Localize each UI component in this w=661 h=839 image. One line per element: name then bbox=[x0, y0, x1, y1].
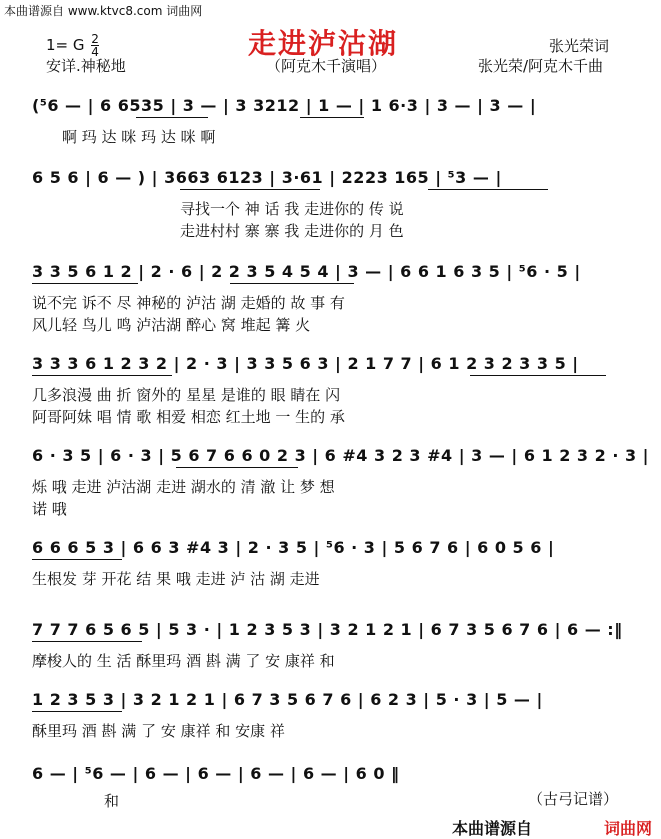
composer-credit: 张光荣/阿克木千曲 bbox=[478, 57, 604, 75]
system-7-notes: 7 7 7 6 5 6 5 | 5 3 · | 1 2 3 5 3 | 3 2 1 2 1 | 6 7 3 5 6 7 6 | 6 — :‖ bbox=[32, 620, 623, 639]
system-9-notes: 6 — | ⁵6 — | 6 — | 6 — | 6 — | 6 — | 6 0 ‖ bbox=[32, 764, 400, 783]
watermark-text: 本曲谱源自 www.ktvc8.com 词曲网 bbox=[4, 4, 203, 18]
time-signature-numerator: 2 bbox=[91, 32, 99, 46]
footer-source-text: 本曲谱源自 bbox=[452, 819, 533, 838]
system-6-notes: 6 6 6 5 3 | 6 6 3 #4 3 | 2 · 3 5 | ⁵6 · 3 | 5 6 7 6 | 6 0 5 6 | bbox=[32, 538, 555, 557]
song-title: 走进泸沽湖 bbox=[248, 27, 399, 60]
system-8-notes: 1 2 3 5 3 | 3 2 1 2 1 | 6 7 3 5 6 7 6 | 6 2 3 | 5 · 3 | 5 — | bbox=[32, 690, 543, 709]
system-5-lyrics-verse-2: 诺 哦 bbox=[32, 500, 67, 518]
beam-line bbox=[32, 283, 138, 284]
system-8-lyrics: 酥里玛 酒 斟 满 了 安 康祥 和 安康 祥 bbox=[32, 722, 285, 740]
beam-line bbox=[176, 467, 298, 468]
system-3-lyrics-verse-2: 风儿轻 鸟儿 鸣 泸沽湖 醉心 窝 堆起 篝 火 bbox=[32, 316, 311, 334]
system-1-lyrics: 啊 玛 达 咪 玛 达 咪 啊 bbox=[62, 128, 216, 146]
beam-line bbox=[180, 189, 320, 190]
system-4-lyrics-verse-2: 阿哥阿妹 唱 情 歌 相爱 相恋 红土地 一 生的 承 bbox=[32, 408, 345, 426]
key-label: 1= G bbox=[46, 36, 85, 54]
beam-line bbox=[32, 375, 172, 376]
system-1-notes: (⁵6 — | 6 6535 | 3 — | 3 3212 | 1 — | 1 6·3 | 3 — | 3 — | bbox=[32, 96, 537, 115]
beam-line bbox=[32, 641, 142, 642]
beam-line bbox=[32, 559, 122, 560]
beam-line bbox=[32, 711, 122, 712]
style-marking: 安详.神秘地 bbox=[46, 57, 126, 75]
beam-line bbox=[470, 375, 606, 376]
performer-credit: （阿克木千演唱） bbox=[266, 57, 387, 75]
transcriber-credit: （古弓记谱） bbox=[528, 790, 619, 808]
system-5-notes: 6 · 3 5 | 6 · 3 | 5 6 7 6 6 0 2 3 | 6 #4 3 2 3 #4 | 3 — | 6 1 2 3 2 · 3 | bbox=[32, 446, 650, 465]
beam-line bbox=[230, 283, 354, 284]
system-9-lyrics: 和 bbox=[104, 792, 120, 810]
time-signature-denominator: 4 bbox=[91, 45, 99, 59]
system-2-lyrics-verse-1: 寻找一个 神 话 我 走进你的 传 说 bbox=[180, 200, 404, 218]
system-2-notes: 6 5 6 | 6 — ) | 3663 6123 | 3·61 | 2223 165 | ⁵3 — | bbox=[32, 168, 502, 187]
beam-line bbox=[300, 117, 364, 118]
system-4-notes: 3 3 3 6 1 2 3 2 | 2 · 3 | 3 3 5 6 3 | 2 1 7 7 | 6 1 2 3 2 3 3 5 | bbox=[32, 354, 579, 373]
system-7-lyrics: 摩梭人的 生 活 酥里玛 酒 斟 满 了 安 康祥 和 bbox=[32, 652, 335, 670]
system-3-notes: 3 3 5 6 1 2 | 2 · 6 | 2 2 3 5 4 5 4 | 3 — | 6 6 1 6 3 5 | ⁵6 · 5 | bbox=[32, 262, 581, 281]
beam-line bbox=[428, 189, 548, 190]
system-4-lyrics-verse-1: 几多浪漫 曲 折 窗外的 星星 是谁的 眼 睛在 闪 bbox=[32, 386, 341, 404]
system-3-lyrics-verse-1: 说不完 诉不 尽 神秘的 泸沽 湖 走婚的 故 事 有 bbox=[32, 294, 345, 312]
lyricist-credit: 张光荣词 bbox=[549, 37, 610, 55]
beam-line bbox=[136, 117, 208, 118]
system-6-lyrics: 生根发 芽 开花 结 果 哦 走进 泸 沽 湖 走进 bbox=[32, 570, 320, 588]
footer-site-logo: 词曲网 bbox=[604, 819, 653, 838]
system-2-lyrics-verse-2: 走进村村 寨 寨 我 走进你的 月 色 bbox=[180, 222, 404, 240]
system-5-lyrics-verse-1: 烁 哦 走进 泸沽湖 走进 湖水的 清 澈 让 梦 想 bbox=[32, 478, 335, 496]
